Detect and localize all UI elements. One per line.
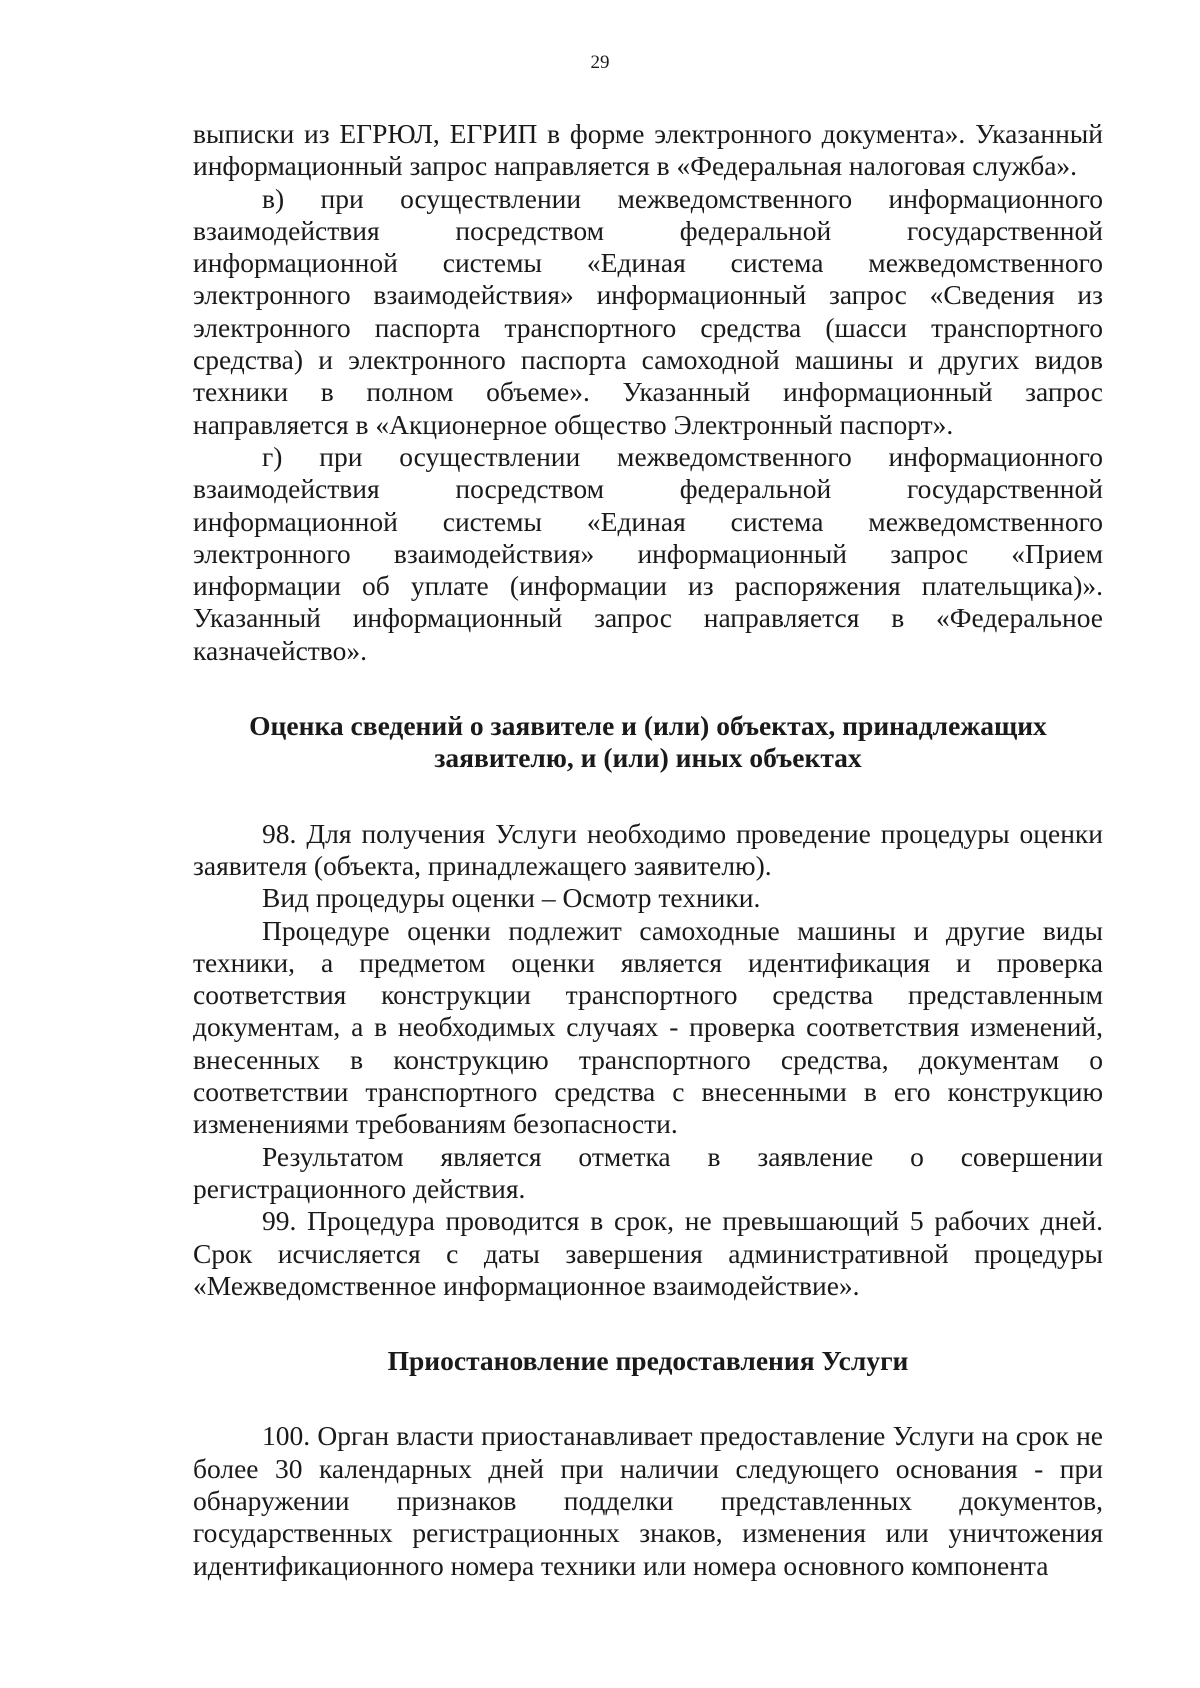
paragraph-assessment-result: Результатом является отметка в заявление о совершении регистрационного действия. xyxy=(193,1140,1103,1204)
document-body xyxy=(193,118,1103,1582)
paragraph-100: 100. Орган власти приостанавливает предоставление Услуги на срок не более 30 календарных дней при наличии следующего основания - при обнаружении признаков подделки представленных документов, государственных регистрационных знаков, изменения или уничтожения идентификационного номера техники или номера основного компонента xyxy=(193,1420,1103,1581)
paragraph-item-v: в) при осуществлении межведомственного информационного взаимодействия посредством федеральной государственной информационной системы «Единая система межведомственного электронного взаимодействия» информационный запрос «Сведения из электронного паспорта транспортного средства (шасси транспортного средства) и электронного паспорта самоходной машины и других видов техники в полном объеме». Указанный информационный запрос направляется в «Акционерное общество Электронный паспорт». xyxy=(193,182,1103,440)
paragraph-egrul-continuation: выписки из ЕГРЮЛ, ЕГРИП в форме электронного документа». Указанный информационный запрос направляется в «Федеральная налоговая служба». xyxy=(193,118,1103,182)
section-heading-assessment xyxy=(193,710,1103,775)
paragraph-item-g: г) при осуществлении межведомственного информационного взаимодействия посредством федеральной государственной информационной системы «Единая система межведомственного электронного взаимодействия» информационный запрос «Прием информации об уплате (информации из распоряжения плательщика)». Указанный информационный запрос направляется в «Федеральное казначейство». xyxy=(193,440,1103,666)
paragraph-98: 98. Для получения Услуги необходимо проведение процедуры оценки заявителя (объекта, принадлежащего заявителю). xyxy=(193,817,1103,881)
section-heading-suspension: Приостановление предоставления Услуги xyxy=(387,1345,909,1377)
section-heading-assessment-line2: заявителю, и (или) иных объектах xyxy=(434,742,862,774)
paragraph-assessment-type: Вид процедуры оценки – Осмотр техники. xyxy=(262,882,761,914)
paragraph-99: 99. Процедура проводится в срок, не превышающий 5 рабочих дней. Срок исчисляется с даты завершения административной процедуры «Межведомственное информационное взаимодействие». xyxy=(193,1205,1103,1301)
page-number: 29 xyxy=(590,52,610,73)
paragraph-assessment-subject: Процедуре оценки подлежит самоходные машины и другие виды техники, а предметом оценки является идентификация и проверка соответствия конструкции транспортного средства представленным документам, а в необходимых случаях - проверка соответствия изменений, внесенных в конструкцию транспортного средства, документам о соответствии транспортного средства с внесенными в его конструкцию изменениями требованиям безопасности. xyxy=(193,914,1103,1140)
section-heading-assessment-line1: Оценка сведений о заявителе и (или) объектах, принадлежащих xyxy=(249,710,1047,742)
